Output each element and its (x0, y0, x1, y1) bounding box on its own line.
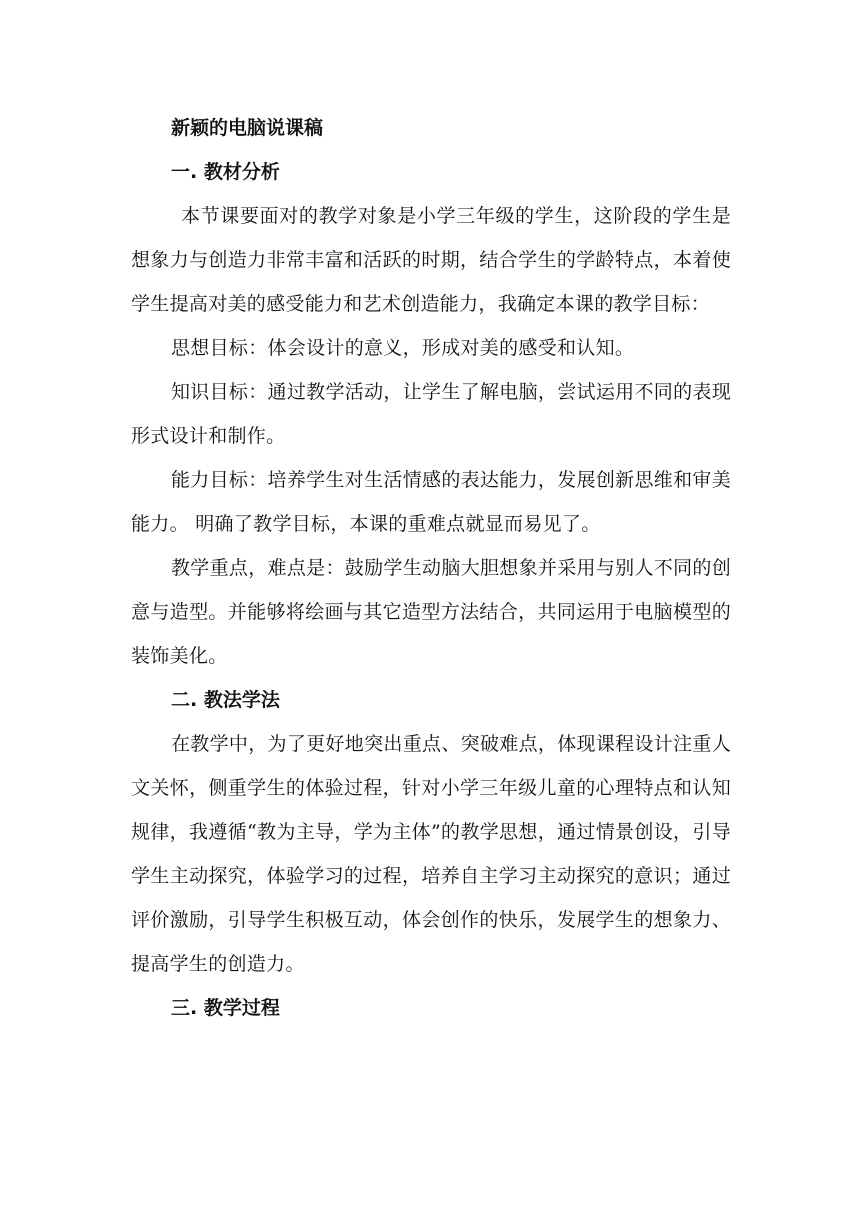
paragraph-ability-goal: 能力目标：培养学生对生活情感的表达能力，发展创新思维和审美能力。 明确了教学目标，本课的重难点就显而易见了。 (131, 469, 731, 535)
paragraph-ideological-goal: 思想目标：体会设计的意义，形成对美的感受和认知。 (171, 337, 635, 359)
paragraph-teaching-methods: 在教学中，为了更好地突出重点、突破难点，体现课程设计注重人文关怀，侧重学生的体验过程，针对小学三年级儿童的心理特点和认知规律，我遵循“教为主导，学为主体”的教学思想，通过情景创设，引导学生主动探究，体验学习的过程，培养自主学习主动探究的意识；通过评价激励，引导学生积极互动，体会创作的快乐，发展学生的想象力、提高学生的创造力。 (131, 733, 731, 975)
document-title: 新颖的电脑说课稿 (171, 117, 324, 139)
paragraph-key-difficult-points: 教学重点，难点是：鼓励学生动脑大胆想象并采用与别人不同的创意与造型。并能够将绘画与其它造型方法结合，共同运用于电脑模型的装饰美化。 (131, 557, 731, 667)
paragraph-teaching-target-intro: 本节课要面对的教学对象是小学三年级的学生，这阶段的学生是想象力与创造力非常丰富和活跃的时期，结合学生的学龄特点，本着使学生提高对美的感受能力和艺术创造能力，我确定本课的教学目标： (131, 205, 731, 315)
section-heading-teaching-methods: 二. 教法学法 (171, 689, 280, 711)
section-heading-textbook-analysis: 一. 教材分析 (171, 161, 280, 183)
document-body (131, 106, 731, 1030)
paragraph-knowledge-goal: 知识目标：通过教学活动，让学生了解电脑，尝试运用不同的表现形式设计和制作。 (131, 381, 731, 447)
section-heading-teaching-process: 三. 教学过程 (171, 997, 280, 1019)
